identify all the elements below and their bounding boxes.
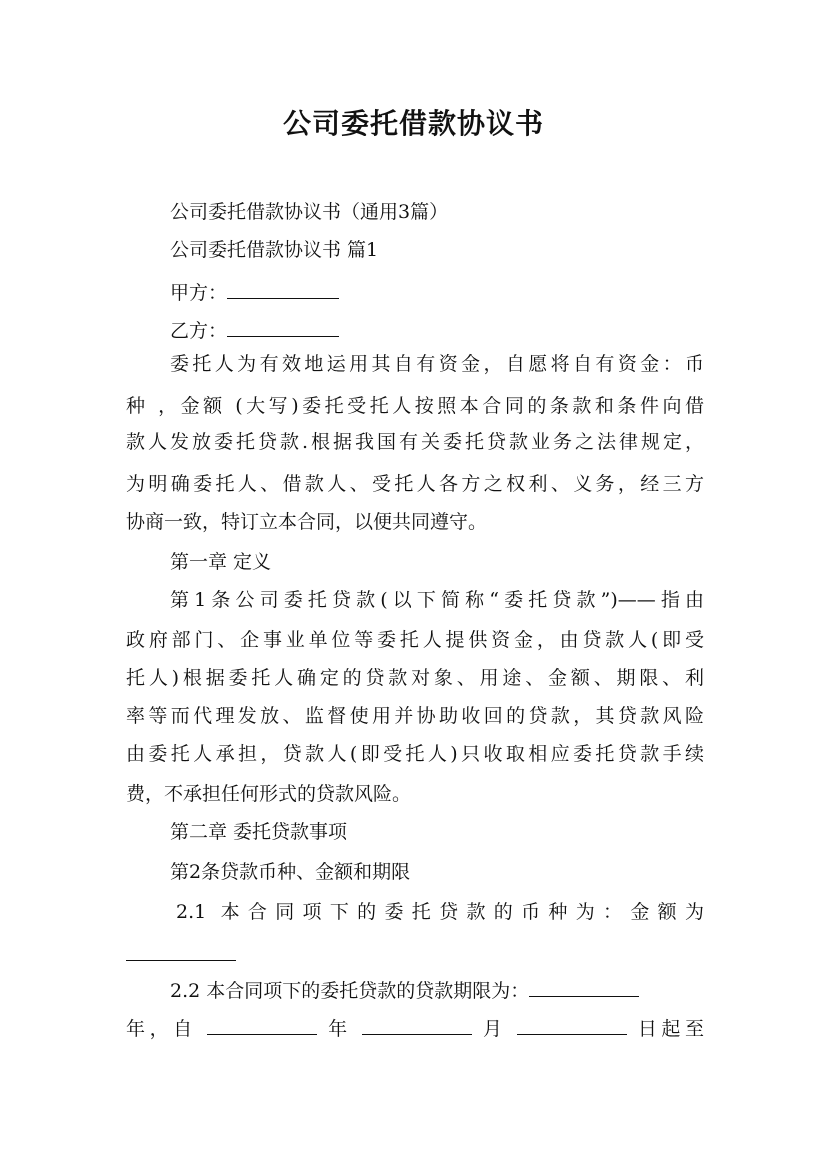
party-b-line	[170, 316, 704, 345]
paragraph-line: 种 ，金额 (大写)委托受托人按照本合同的条款和条件向借	[126, 395, 704, 417]
day-label: 日起至	[637, 1018, 704, 1040]
start-day-blank	[517, 1014, 627, 1035]
years-label: 年，自	[126, 1018, 197, 1040]
month-label: 月	[482, 1018, 507, 1040]
doc-subtitle: 公司委托借款协议书（通用3篇）	[170, 201, 449, 223]
paragraph-line: 政府部门、企事业单位等委托人提供资金，由贷款人(即受	[126, 629, 704, 651]
doc-section-heading: 公司委托借款协议书 篇1	[170, 239, 379, 261]
start-month-blank	[362, 1014, 472, 1035]
paragraph-line: 第1条公司委托贷款(以下简称“委托贷款”)——指由	[170, 589, 704, 611]
document-title: 公司委托借款协议书	[282, 107, 544, 140]
party-b-blank	[227, 316, 339, 337]
party-a-blank	[227, 278, 339, 299]
paragraph-line: 费，不承担任何形式的贷款风险。	[126, 783, 412, 805]
year-label: 年	[328, 1018, 352, 1040]
paragraph-line: 委托人为有效地运用其自有资金，自愿将自有资金：币	[170, 353, 704, 375]
date-range-line	[126, 1014, 704, 1043]
clause-2-2-line	[170, 976, 704, 1005]
clause-2-2-text: 2.2 本合同项下的委托贷款的贷款期限为：	[170, 980, 530, 1002]
article-heading: 第2条贷款币种、金额和期限	[170, 861, 411, 883]
chapter-heading: 第二章 委托贷款事项	[170, 821, 348, 843]
party-b-label: 乙方：	[170, 320, 228, 342]
paragraph-line: 托人)根据委托人确定的贷款对象、用途、金额、期限、利	[126, 667, 704, 689]
paragraph-line: 由委托人承担，贷款人(即受托人)只收取相应委托贷款手续	[126, 743, 704, 765]
paragraph-line: 为明确委托人、借款人、受托人各方之权利、义务，经三方	[126, 473, 704, 495]
party-a-label: 甲方：	[170, 282, 228, 304]
start-year-blank	[207, 1014, 317, 1035]
paragraph-line: 协商一致，特订立本合同，以便共同遵守。	[126, 511, 488, 533]
paragraph-line: 款人发放委托贷款.根据我国有关委托贷款业务之法律规定，	[126, 431, 704, 453]
term-blank	[529, 976, 639, 997]
clause-2-1: 2.1 本合同项下的委托贷款的币种为：金额为	[176, 901, 704, 923]
paragraph-line: 率等而代理发放、监督使用并协助收回的贷款，其贷款风险	[126, 705, 704, 727]
amount-blank	[126, 960, 236, 961]
chapter-heading: 第一章 定义	[170, 551, 272, 573]
party-a-line	[170, 278, 704, 307]
